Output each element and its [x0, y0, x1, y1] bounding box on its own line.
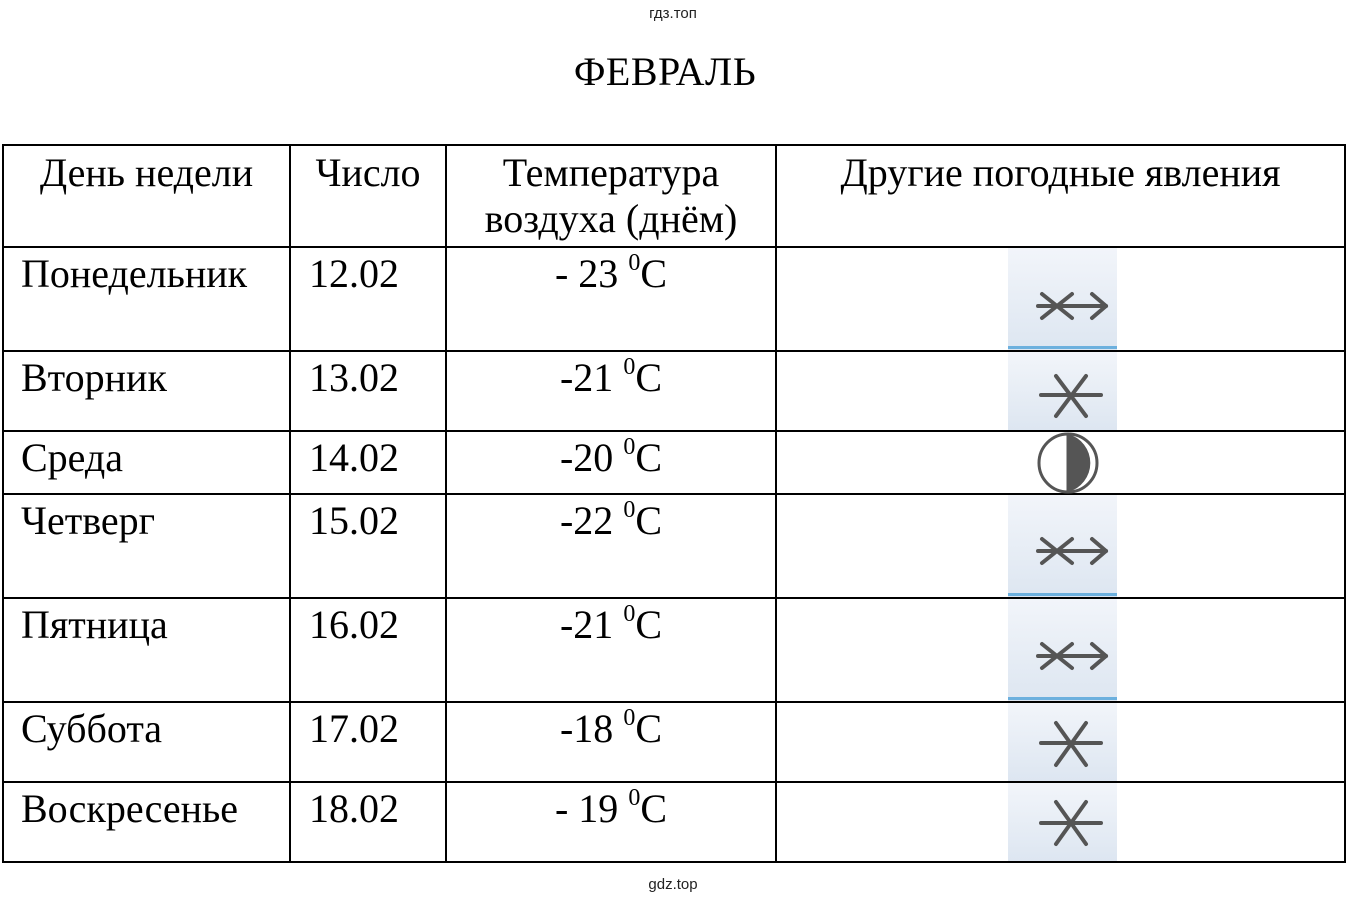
- temp-value: - 23: [554, 251, 619, 296]
- temp-unit: С: [640, 786, 667, 831]
- temp-cell: [446, 351, 776, 431]
- date-cell: 16.02: [290, 598, 446, 702]
- day-cell: Пятница: [3, 598, 290, 702]
- page-title: ФЕВРАЛЬ: [573, 49, 757, 94]
- snow-icon: [1008, 703, 1117, 781]
- temp-cell: [446, 598, 776, 702]
- snow-icon: [1008, 783, 1117, 861]
- day-cell: Понедельник: [3, 247, 290, 351]
- blizzard-icon: [1008, 248, 1117, 350]
- temp-value: -22: [559, 498, 614, 543]
- temp-value: -20: [559, 435, 614, 480]
- temp-unit: С: [640, 251, 667, 296]
- temp-cell: [446, 247, 776, 351]
- temp-unit: С: [635, 498, 662, 543]
- blizzard-icon: [1008, 495, 1117, 597]
- partly-cloudy-icon: [1023, 432, 1103, 493]
- watermark-bottom: gdz.top: [648, 876, 698, 893]
- phenomena-cell: [776, 782, 1345, 862]
- header-temp-line1: Температура: [502, 150, 720, 195]
- temp-cell: [446, 782, 776, 862]
- temp-cell: [446, 431, 776, 494]
- temp-unit: С: [635, 355, 662, 400]
- header-day: День недели: [3, 145, 290, 247]
- table-header-row: [3, 145, 1345, 247]
- temp-unit: С: [635, 602, 662, 647]
- temp-unit: С: [635, 706, 662, 751]
- temp-cell: [446, 494, 776, 598]
- header-temp: [446, 145, 776, 247]
- phenomena-cell: [776, 702, 1345, 782]
- temp-value: -21: [559, 355, 614, 400]
- weather-table: [2, 144, 1346, 863]
- table-row: [3, 351, 1345, 431]
- header-temp-line2: воздуха (днём): [484, 196, 738, 241]
- blizzard-icon: [1008, 599, 1117, 701]
- table-row: [3, 247, 1345, 351]
- temp-cell: [446, 702, 776, 782]
- degree-mark: 0: [628, 785, 641, 811]
- watermark-top: гдз.топ: [649, 5, 697, 22]
- table-row: [3, 782, 1345, 862]
- date-cell: 18.02: [290, 782, 446, 862]
- snow-icon: [1008, 352, 1117, 430]
- degree-mark: 0: [623, 354, 636, 380]
- date-cell: 14.02: [290, 431, 446, 494]
- degree-mark: 0: [623, 601, 636, 627]
- temp-value: - 19: [554, 786, 619, 831]
- degree-mark: 0: [628, 250, 641, 276]
- degree-mark: 0: [623, 497, 636, 523]
- day-cell: Суббота: [3, 702, 290, 782]
- date-cell: 13.02: [290, 351, 446, 431]
- phenomena-cell: [776, 247, 1345, 351]
- day-cell: Вторник: [3, 351, 290, 431]
- day-cell: Воскресенье: [3, 782, 290, 862]
- phenomena-cell: [776, 431, 1345, 494]
- phenomena-cell: [776, 598, 1345, 702]
- table-row: [3, 702, 1345, 782]
- table-row: [3, 598, 1345, 702]
- date-cell: 17.02: [290, 702, 446, 782]
- header-date: Число: [290, 145, 446, 247]
- table-row: [3, 494, 1345, 598]
- temp-value: -21: [559, 602, 614, 647]
- degree-mark: 0: [623, 705, 636, 731]
- table-row: [3, 431, 1345, 494]
- date-cell: 15.02: [290, 494, 446, 598]
- phenomena-cell: [776, 351, 1345, 431]
- day-cell: Четверг: [3, 494, 290, 598]
- date-cell: 12.02: [290, 247, 446, 351]
- header-other: Другие погодные явления: [776, 145, 1345, 247]
- degree-mark: 0: [623, 434, 636, 460]
- temp-unit: С: [635, 435, 662, 480]
- phenomena-cell: [776, 494, 1345, 598]
- temp-value: -18: [559, 706, 614, 751]
- day-cell: Среда: [3, 431, 290, 494]
